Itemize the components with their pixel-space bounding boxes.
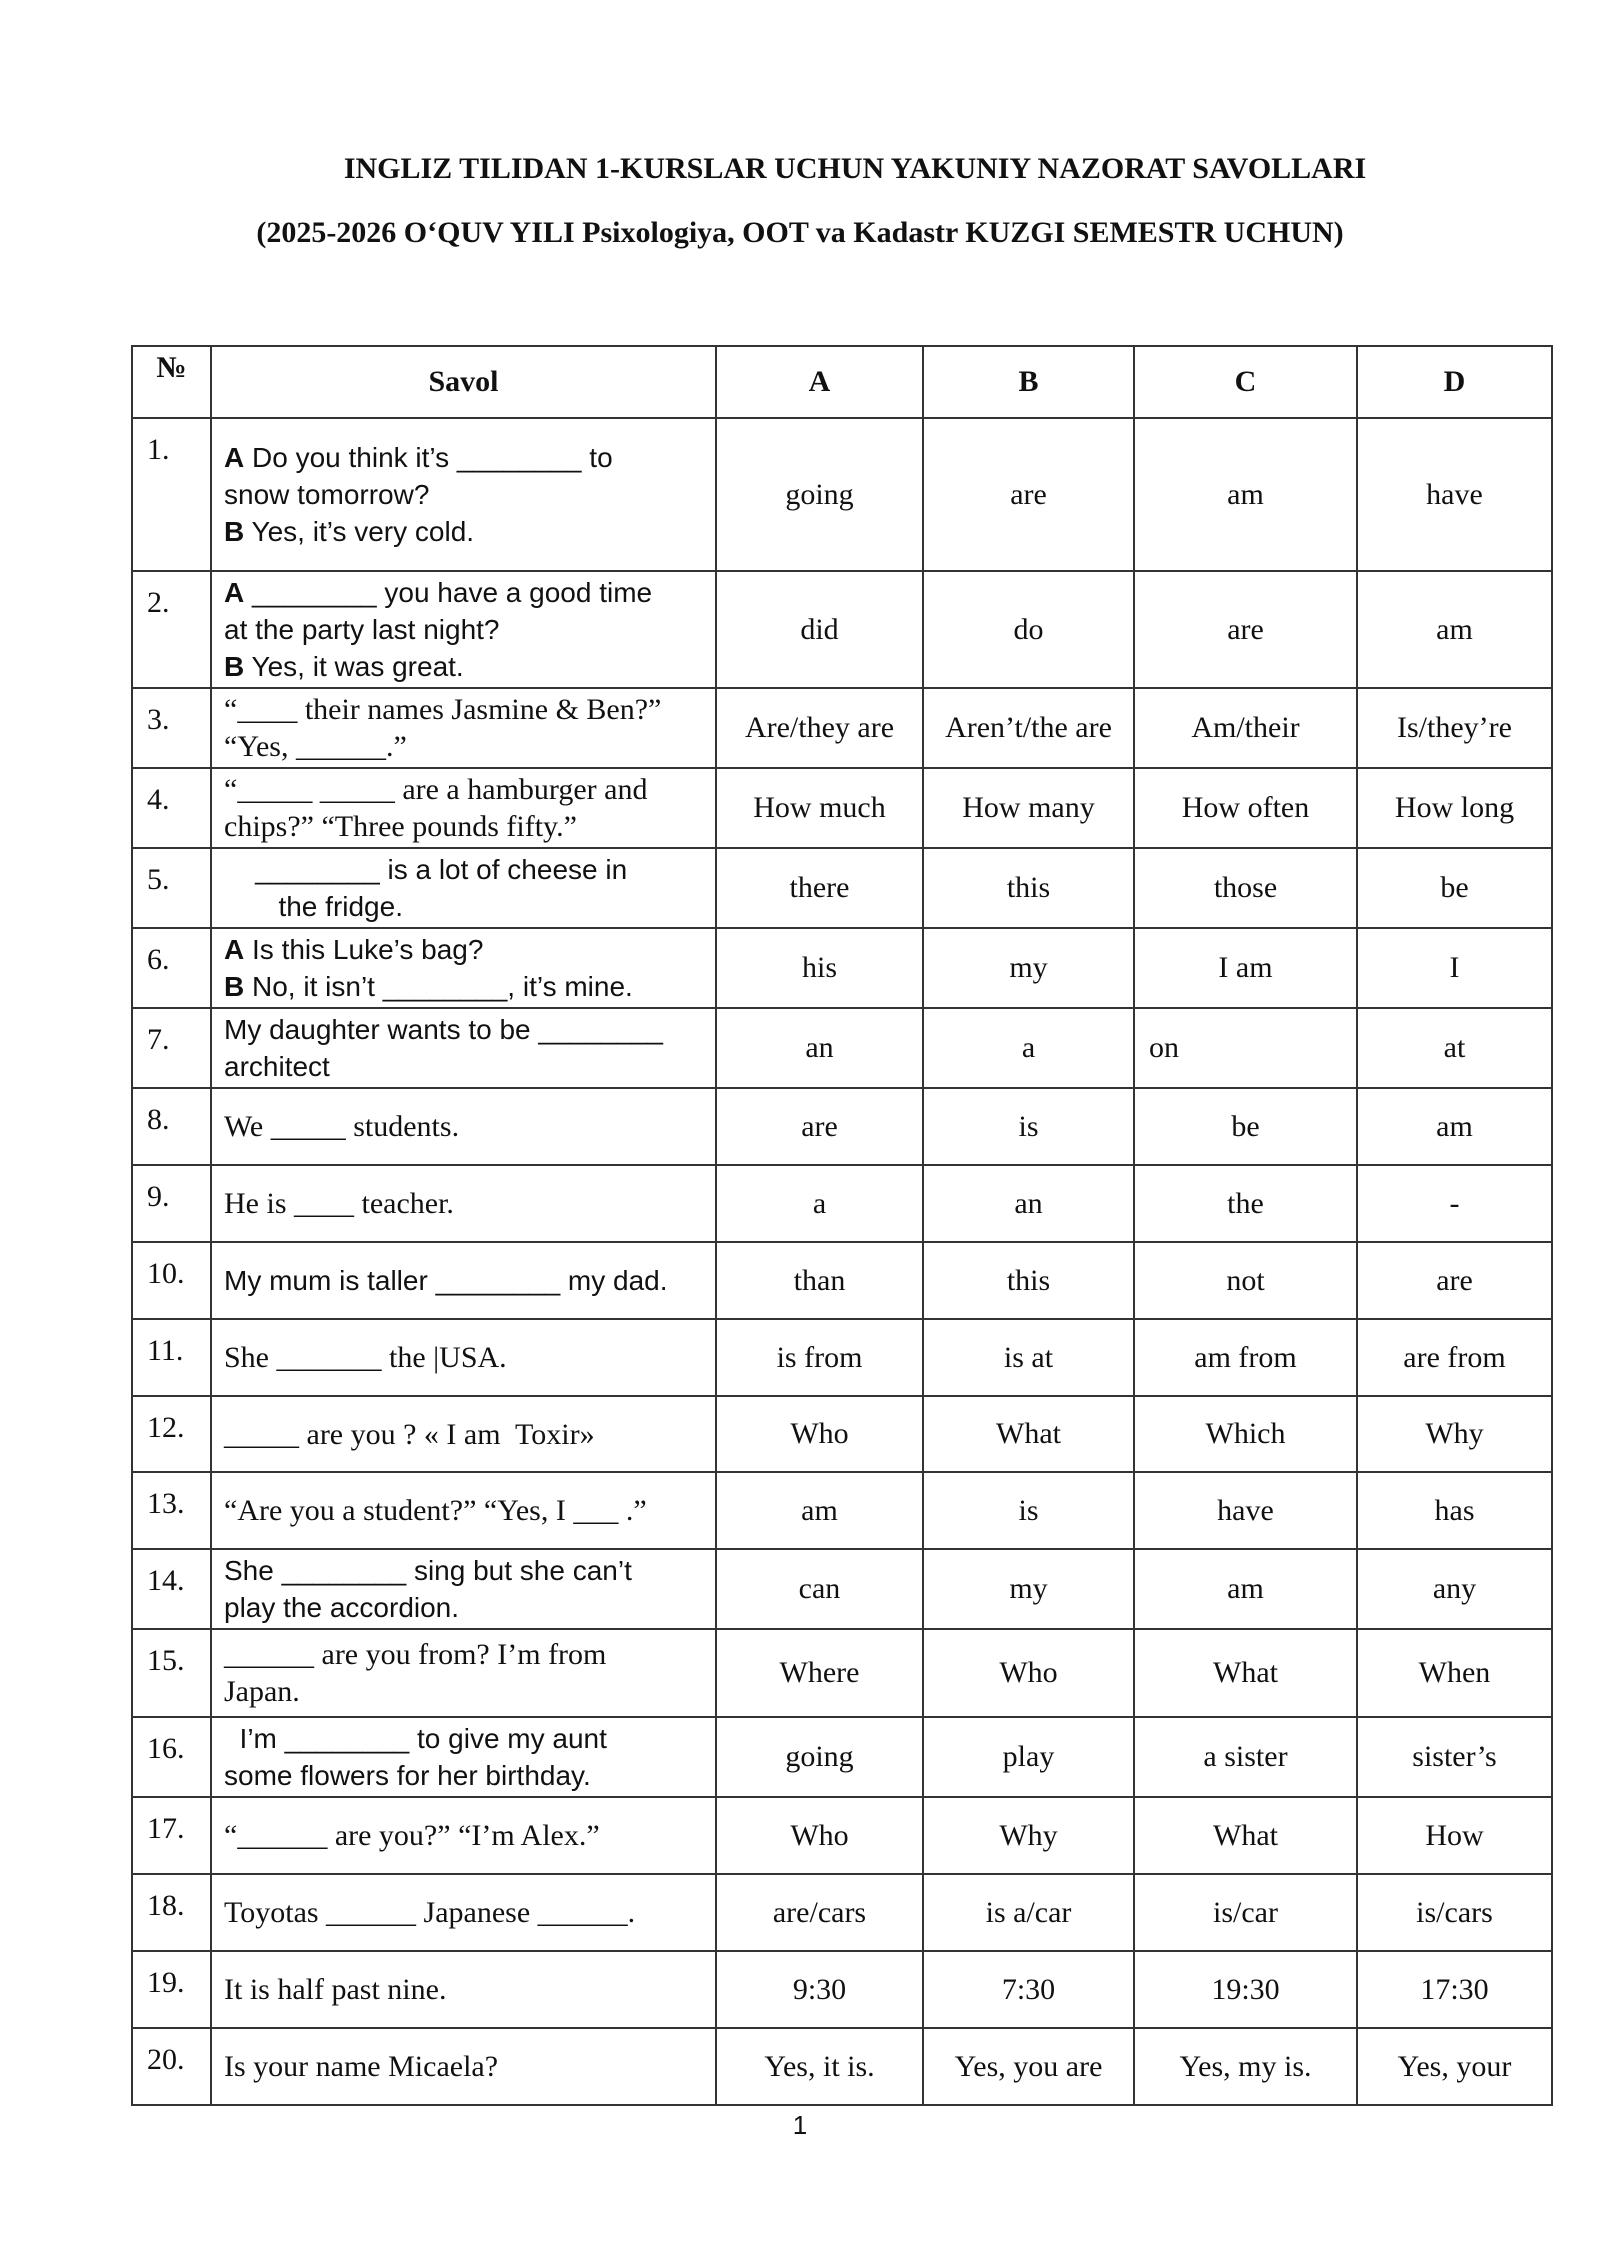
option-d: How bbox=[1357, 1797, 1552, 1874]
question-number: 10. bbox=[132, 1242, 211, 1319]
option-a: 9:30 bbox=[716, 1951, 923, 2028]
question-number: 8. bbox=[132, 1088, 211, 1165]
question-number: 2. bbox=[132, 571, 211, 688]
option-c: be bbox=[1134, 1088, 1357, 1165]
option-d: How long bbox=[1357, 768, 1552, 848]
option-c: is/car bbox=[1134, 1874, 1357, 1951]
document-subtitle: (2025-2026 O‘QUV YILI Psixologiya, OOT va Kadastr KUZGI SEMESTR UCHUN) bbox=[256, 216, 1344, 249]
question-line: Japan. bbox=[224, 1675, 300, 1708]
option-c: the bbox=[1134, 1165, 1357, 1242]
option-a: Where bbox=[716, 1629, 923, 1717]
question-text bbox=[211, 1396, 716, 1472]
option-b: 7:30 bbox=[923, 1951, 1134, 2028]
table-row bbox=[132, 1797, 1552, 1874]
table-row bbox=[132, 1396, 1552, 1472]
questions-table bbox=[131, 345, 1553, 2106]
option-d: I bbox=[1357, 928, 1552, 1008]
option-d: has bbox=[1357, 1472, 1552, 1549]
question-line: “____ their names Jasmine & Ben?” bbox=[224, 693, 662, 726]
option-a: did bbox=[716, 571, 923, 688]
question-line: A Is this Luke’s bag? bbox=[224, 934, 484, 965]
option-b: play bbox=[923, 1717, 1134, 1797]
option-c: I am bbox=[1134, 928, 1357, 1008]
table-row bbox=[132, 1717, 1552, 1797]
option-b: Aren’t/the are bbox=[923, 688, 1134, 768]
question-text bbox=[211, 571, 716, 688]
speaker-label: B bbox=[224, 651, 245, 682]
question-line: play the accordion. bbox=[224, 1592, 460, 1623]
table-row bbox=[132, 418, 1552, 571]
question-line: “______ are you?” “I’m Alex.” bbox=[224, 1819, 600, 1852]
question-number: 5. bbox=[132, 848, 211, 928]
question-line: My mum is taller ________ my dad. bbox=[224, 1265, 668, 1296]
question-number: 7. bbox=[132, 1008, 211, 1088]
question-line: She ________ sing but she can’t bbox=[224, 1555, 632, 1586]
question-line: at the party last night? bbox=[224, 614, 500, 645]
table-row bbox=[132, 1088, 1552, 1165]
option-b: a bbox=[923, 1008, 1134, 1088]
option-c: What bbox=[1134, 1797, 1357, 1874]
option-a: an bbox=[716, 1008, 923, 1088]
option-a: can bbox=[716, 1549, 923, 1629]
question-text bbox=[211, 1242, 716, 1319]
option-a: How much bbox=[716, 768, 923, 848]
option-c: am bbox=[1134, 418, 1357, 571]
question-number: 17. bbox=[132, 1797, 211, 1874]
question-text bbox=[211, 1472, 716, 1549]
option-b: my bbox=[923, 1549, 1134, 1629]
speaker-label: A bbox=[224, 442, 245, 473]
option-a: there bbox=[716, 848, 923, 928]
table-row bbox=[132, 848, 1552, 928]
question-text bbox=[211, 418, 716, 571]
question-line: chips?” “Three pounds fifty.” bbox=[224, 810, 577, 843]
table-row bbox=[132, 1472, 1552, 1549]
question-line: It is half past nine. bbox=[224, 1973, 447, 2006]
question-line: My daughter wants to be ________ bbox=[224, 1014, 663, 1045]
option-a: a bbox=[716, 1165, 923, 1242]
question-line: Is your name Micaela? bbox=[224, 2050, 499, 2083]
option-b: my bbox=[923, 928, 1134, 1008]
table-row bbox=[132, 571, 1552, 688]
question-line: “Yes, ______.” bbox=[224, 730, 407, 763]
option-d: are bbox=[1357, 1242, 1552, 1319]
question-number: 15. bbox=[132, 1629, 211, 1717]
option-d: at bbox=[1357, 1008, 1552, 1088]
table-row bbox=[132, 1008, 1552, 1088]
option-b: How many bbox=[923, 768, 1134, 848]
question-number: 13. bbox=[132, 1472, 211, 1549]
question-text bbox=[211, 1717, 716, 1797]
header-question: Savol bbox=[211, 346, 716, 418]
header-option-a: A bbox=[716, 346, 923, 418]
speaker-label: A bbox=[224, 934, 245, 965]
question-number: 19. bbox=[132, 1951, 211, 2028]
question-line: I’m ________ to give my aunt bbox=[224, 1723, 607, 1754]
header-number: № bbox=[132, 346, 211, 418]
question-number: 9. bbox=[132, 1165, 211, 1242]
speaker-label: B bbox=[224, 516, 245, 547]
question-number: 14. bbox=[132, 1549, 211, 1629]
question-line: B Yes, it was great. bbox=[224, 651, 464, 682]
option-d: - bbox=[1357, 1165, 1552, 1242]
table-row bbox=[132, 1629, 1552, 1717]
option-c: on bbox=[1134, 1008, 1357, 1088]
option-c: What bbox=[1134, 1629, 1357, 1717]
question-number: 16. bbox=[132, 1717, 211, 1797]
header-option-d: D bbox=[1357, 346, 1552, 418]
question-text bbox=[211, 1629, 716, 1717]
question-number: 1. bbox=[132, 418, 211, 571]
speaker-label: B bbox=[224, 971, 245, 1002]
option-d: have bbox=[1357, 418, 1552, 571]
option-b: this bbox=[923, 1242, 1134, 1319]
question-number: 12. bbox=[132, 1396, 211, 1472]
option-b: do bbox=[923, 571, 1134, 688]
question-number: 6. bbox=[132, 928, 211, 1008]
option-b: Who bbox=[923, 1629, 1134, 1717]
option-c: How often bbox=[1134, 768, 1357, 848]
table-row bbox=[132, 1319, 1552, 1396]
option-c: am from bbox=[1134, 1319, 1357, 1396]
question-text bbox=[211, 1008, 716, 1088]
option-d: When bbox=[1357, 1629, 1552, 1717]
question-text bbox=[211, 848, 716, 928]
table-row bbox=[132, 1951, 1552, 2028]
option-b: is a/car bbox=[923, 1874, 1134, 1951]
option-d: are from bbox=[1357, 1319, 1552, 1396]
option-c: have bbox=[1134, 1472, 1357, 1549]
option-d: am bbox=[1357, 1088, 1552, 1165]
option-c: are bbox=[1134, 571, 1357, 688]
question-line: A ________ you have a good time bbox=[224, 577, 653, 608]
option-c: am bbox=[1134, 1549, 1357, 1629]
question-number: 11. bbox=[132, 1319, 211, 1396]
option-d: is/cars bbox=[1357, 1874, 1552, 1951]
option-c: Yes, my is. bbox=[1134, 2028, 1357, 2105]
table-row bbox=[132, 1549, 1552, 1629]
option-b: Why bbox=[923, 1797, 1134, 1874]
option-b: is at bbox=[923, 1319, 1134, 1396]
option-a: Who bbox=[716, 1396, 923, 1472]
question-text bbox=[211, 1165, 716, 1242]
question-text bbox=[211, 1951, 716, 2028]
option-c: those bbox=[1134, 848, 1357, 928]
option-a: are/cars bbox=[716, 1874, 923, 1951]
question-text bbox=[211, 2028, 716, 2105]
question-line: snow tomorrow? bbox=[224, 479, 430, 510]
option-d: sister’s bbox=[1357, 1717, 1552, 1797]
option-a: Who bbox=[716, 1797, 923, 1874]
question-number: 20. bbox=[132, 2028, 211, 2105]
option-d: Is/they’re bbox=[1357, 688, 1552, 768]
question-text bbox=[211, 1319, 716, 1396]
table-row bbox=[132, 1165, 1552, 1242]
header-option-b: B bbox=[923, 346, 1134, 418]
question-text bbox=[211, 1797, 716, 1874]
question-line: some flowers for her birthday. bbox=[224, 1760, 591, 1791]
option-b: an bbox=[923, 1165, 1134, 1242]
option-d: Yes, your bbox=[1357, 2028, 1552, 2105]
question-line: the fridge. bbox=[224, 891, 403, 922]
table-row bbox=[132, 2028, 1552, 2105]
option-a: going bbox=[716, 1717, 923, 1797]
question-text bbox=[211, 688, 716, 768]
question-line: B No, it isn’t ________, it’s mine. bbox=[224, 971, 633, 1002]
option-d: Why bbox=[1357, 1396, 1552, 1472]
header-option-c: C bbox=[1134, 346, 1357, 418]
question-line: He is ____ teacher. bbox=[224, 1187, 454, 1220]
option-b: this bbox=[923, 848, 1134, 928]
question-line: B Yes, it’s very cold. bbox=[224, 516, 475, 547]
option-a: than bbox=[716, 1242, 923, 1319]
question-line: Toyotas ______ Japanese ______. bbox=[224, 1896, 636, 1929]
table-header-row bbox=[132, 346, 1552, 418]
question-number: 4. bbox=[132, 768, 211, 848]
option-a: is from bbox=[716, 1319, 923, 1396]
page-number: 1 bbox=[792, 2110, 808, 2140]
question-line: A Do you think it’s ________ to bbox=[224, 442, 613, 473]
question-line: _____ are you ? « I am Toxir» bbox=[224, 1417, 595, 1451]
option-c: Am/their bbox=[1134, 688, 1357, 768]
option-a: Yes, it is. bbox=[716, 2028, 923, 2105]
option-b: is bbox=[923, 1088, 1134, 1165]
question-text bbox=[211, 1549, 716, 1629]
question-line: She _______ the |USA. bbox=[224, 1341, 507, 1374]
option-a: are bbox=[716, 1088, 923, 1165]
table-row bbox=[132, 1242, 1552, 1319]
question-number: 3. bbox=[132, 688, 211, 768]
question-line: architect bbox=[224, 1051, 330, 1082]
option-c: a sister bbox=[1134, 1717, 1357, 1797]
question-text bbox=[211, 928, 716, 1008]
option-a: his bbox=[716, 928, 923, 1008]
option-d: am bbox=[1357, 571, 1552, 688]
option-b: is bbox=[923, 1472, 1134, 1549]
question-line: ______ are you from? I’m from bbox=[224, 1638, 607, 1671]
option-a: am bbox=[716, 1472, 923, 1549]
option-c: not bbox=[1134, 1242, 1357, 1319]
question-line: “Are you a student?” “Yes, I ___ .” bbox=[224, 1494, 647, 1527]
document-title: INGLIZ TILIDAN 1-KURSLAR UCHUN YAKUNIY NAZORAT SAVOLLARI bbox=[343, 152, 1367, 185]
option-a: Are/they are bbox=[716, 688, 923, 768]
question-number: 18. bbox=[132, 1874, 211, 1951]
question-text bbox=[211, 1088, 716, 1165]
table-row bbox=[132, 688, 1552, 768]
question-line: ________ is a lot of cheese in bbox=[224, 854, 628, 885]
speaker-label: A bbox=[224, 577, 245, 608]
option-c: 19:30 bbox=[1134, 1951, 1357, 2028]
table-row bbox=[132, 928, 1552, 1008]
option-b: are bbox=[923, 418, 1134, 571]
option-a: going bbox=[716, 418, 923, 571]
option-b: Yes, you are bbox=[923, 2028, 1134, 2105]
option-d: 17:30 bbox=[1357, 1951, 1552, 2028]
table-row bbox=[132, 1874, 1552, 1951]
question-text bbox=[211, 1874, 716, 1951]
option-d: any bbox=[1357, 1549, 1552, 1629]
option-b: What bbox=[923, 1396, 1134, 1472]
question-line: “_____ _____ are a hamburger and bbox=[224, 773, 648, 806]
question-text bbox=[211, 768, 716, 848]
table-row bbox=[132, 768, 1552, 848]
option-c: Which bbox=[1134, 1396, 1357, 1472]
question-line: We _____ students. bbox=[224, 1110, 460, 1143]
option-d: be bbox=[1357, 848, 1552, 928]
